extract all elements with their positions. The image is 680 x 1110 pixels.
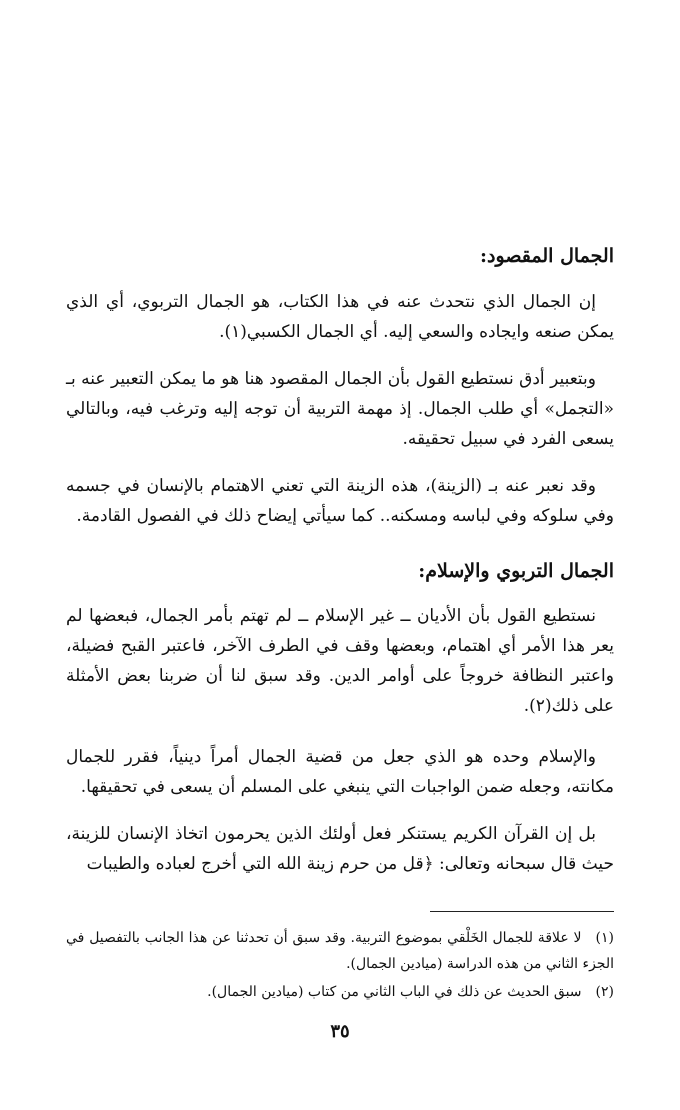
section-heading-intended-beauty: الجمال المقصود: <box>480 245 614 267</box>
footnote-1 <box>66 925 614 977</box>
page-number: ٣٥ <box>330 1021 350 1042</box>
section-heading-beauty-and-islam: الجمال التربوي والإسلام: <box>418 560 614 582</box>
footnote-2-text: سبق الحديث عن ذلك في الباب الثاني من كتاب (ميادين الجمال). <box>207 984 582 1000</box>
paragraph-intended-beauty-3: وقد نعبر عنه بـ (الزينة)، هذه الزينة التي تعني الاهتمام بالإنسان في جسمه وفي سلوكه وفي لباسه ومسكنه.. كما سيأتي إيضاح ذلك في الفصول القادمة. <box>66 476 614 526</box>
paragraph-beauty-islam-2: والإسلام وحده هو الذي جعل من قضية الجمال أمراً دينياً، فقرر للجمال مكانته، وجعله ضمن الواجبات التي ينبغي على المسلم أن يسعى في تحقيقها. <box>66 747 614 797</box>
paragraph-intended-beauty-1: إن الجمال الذي نتحدث عنه في هذا الكتاب، هو الجمال التربوي، أي الذي يمكن صنعه وايجاده والسعي إليه. أي الجمال الكسبي(١). <box>66 292 614 342</box>
paragraph-beauty-islam-1: نستطيع القول بأن الأديان ــ غير الإسلام ــ لم تهتم بأمر الجمال، فبعضها لم يعر هذا الأمر أي اهتمام، وبعضها وقف في الطرف الآخر، فاعتبر القبح فضيلة، واعتبر النظافة خروجاً على أوامر الدين. وقد سبق لنا أن ضربنا بعض الأمثلة على ذلك(٢). <box>66 606 614 716</box>
footnote-1-number: (١) <box>595 930 614 946</box>
paragraph-beauty-islam-3: بل إن القرآن الكريم يستنكر فعل أولئك الذين يحرمون اتخاذ الإنسان للزينة، حيث قال سبحانه وتعالى: ﴿قل من حرم زينة الله التي أخرج لعباده والطيبات <box>66 824 614 874</box>
footnote-2-number: (٢) <box>595 984 614 1000</box>
footnote-separator <box>430 911 614 912</box>
footnote-2 <box>66 979 614 1005</box>
paragraph-intended-beauty-2: وبتعبير أدق نستطيع القول بأن الجمال المقصود هنا هو ما يمكن التعبير عنه بـ «التجمل» أي طلب الجمال. إذ مهمة التربية أن توجه إليه وترغب فيه، وبالتالي يسعى الفرد في سبيل تحقيقه. <box>66 369 614 449</box>
footnote-1-text: لا علاقة للجمال الخَلْقي بموضوع التربية. وقد سبق أن تحدثنا عن هذا الجانب بالتفصيل في الجزء الثاني من هذه الدراسة (ميادين الجمال). <box>66 930 614 972</box>
